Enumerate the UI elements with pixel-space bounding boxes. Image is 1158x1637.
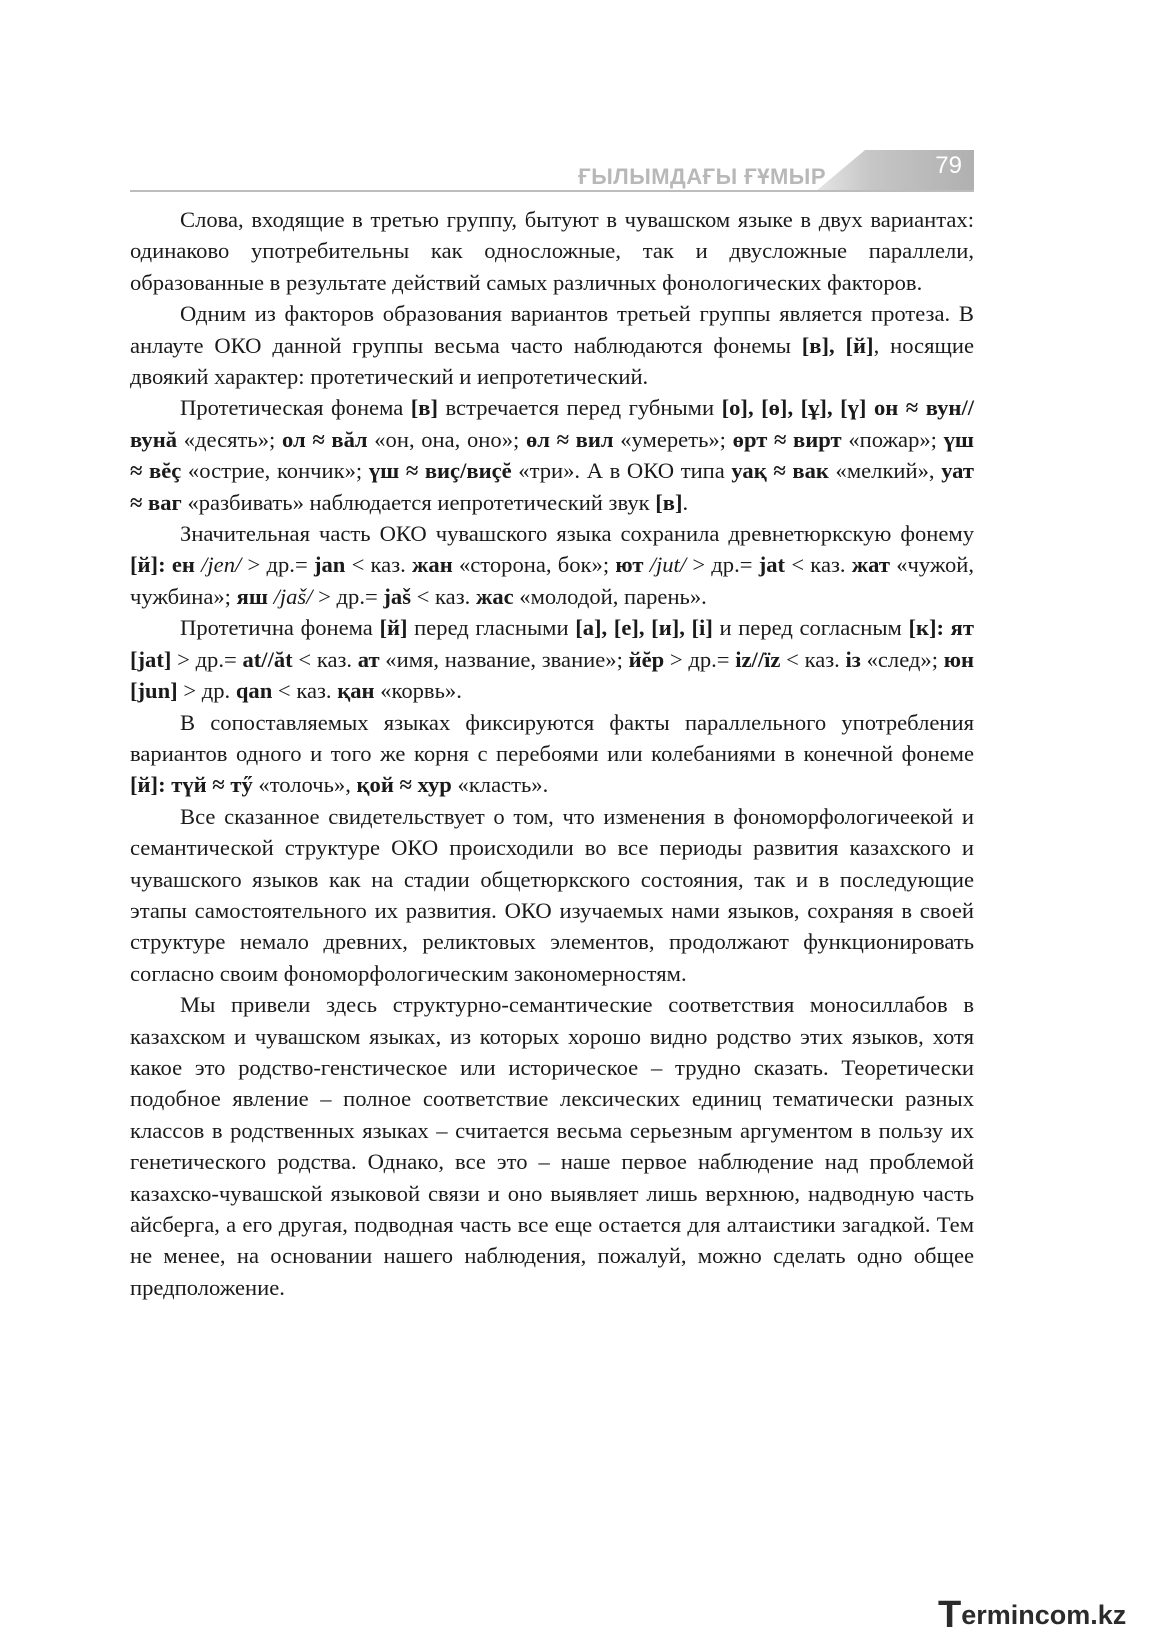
bold-term: үш ≈ виç/виçĕ bbox=[368, 458, 512, 484]
text-run: «сторона, бок»; bbox=[452, 552, 616, 578]
bold-term: жан bbox=[412, 552, 453, 578]
paragraph bbox=[130, 518, 974, 612]
transcription: /jut/ bbox=[649, 552, 687, 578]
text-run: «имя, название, звание»; bbox=[379, 646, 629, 672]
bold-term: өрт ≈ вирт bbox=[732, 426, 842, 452]
paragraph bbox=[130, 298, 974, 392]
text-run: < каз. bbox=[780, 646, 846, 672]
bold-term: жат bbox=[851, 552, 890, 578]
text-run: Мы привели здесь структурно-семантические соответствия моносиллабов в казахском и чувашском языках, из которых хорошо видно родство этих языков, хотя какое это родство-генстическое или историческое – трудно сказать. Теоретически подобное явление – полное соответствие лексических единиц тематически разных классов в родственных языках – считается весьма серьезным аргументом в пользу их генетического родства. Однако, все это – наше первое наблюдение над проблемой казахско-чувашской языковой связи и оно выявляет лишь верхнюю, надводную часть айсберга, а его другая, подводная часть все еще остается для алтаистики загадкой. Тем не менее, на основании нашего наблюдения, пожалуй, можно сделать одно общее предположение. bbox=[130, 992, 974, 1300]
transcription: /jen/ bbox=[201, 552, 242, 578]
text-run: перед гласными bbox=[407, 615, 576, 641]
bold-term: қан bbox=[337, 678, 375, 704]
text-run: Одним из факторов образования вариантов третьей группы является протеза. В анлауте ОКО данной группы весьма часто наблюдаются фонемы bbox=[130, 301, 974, 358]
bold-term: [к]: ят [jat] bbox=[130, 615, 974, 672]
text-run: «разбивать» наблюдается иепротетический звук bbox=[181, 489, 656, 515]
text-run: < каз. bbox=[785, 552, 852, 578]
paragraph bbox=[130, 989, 974, 1303]
transcription: /jaš/ bbox=[273, 583, 313, 609]
bold-term: [о], [ө], [ұ], [ү] он ≈ вун//вунă bbox=[130, 395, 974, 452]
bold-term: at//ăt bbox=[242, 646, 293, 672]
header-rule bbox=[130, 190, 974, 192]
text-run: «три». А в ОКО типа bbox=[511, 458, 732, 484]
bold-term: йĕр bbox=[628, 646, 665, 672]
text-run: «толочь», bbox=[252, 772, 357, 798]
text-run: В сопоставляемых языках фиксируются факты параллельного употребления вариантов одного и того же корня с перебоями или колебаниями в конечной фонеме bbox=[130, 709, 974, 766]
bold-term: қой ≈ хур bbox=[356, 772, 452, 798]
bold-term: юн [jun] bbox=[130, 646, 975, 704]
site-watermark bbox=[938, 1594, 1127, 1636]
text-run: > др. bbox=[177, 678, 236, 704]
text-run: < каз. bbox=[411, 583, 476, 609]
bold-term: [в], [й] bbox=[801, 332, 874, 358]
text-run: «он, она, оно»; bbox=[367, 426, 526, 452]
bold-term: уат ≈ ваг bbox=[130, 458, 974, 515]
bold-term: ат bbox=[357, 646, 380, 672]
bold-term: jat bbox=[758, 552, 786, 578]
page-number: 79 bbox=[935, 152, 962, 179]
bold-term: уақ ≈ вак bbox=[731, 458, 829, 484]
text-run: «чужой, чужбина»; bbox=[130, 552, 974, 609]
text-run: < каз. bbox=[345, 552, 413, 578]
main-text bbox=[130, 204, 974, 1303]
text-run: Все сказанное свидетельствует о том, что изменения в фономорфологичеекой и семантической структуре ОКО происходили во все периоды развития казахского и чувашского языков как на стадии общетюркского состояния, так и в последующие этапы самостоятельного их развития. ОКО изучаемых нами языков, сохраняя в своей структуре немало древних, реликтовых элементов, продолжают функционировать согласно своим фономорфологическим закономерностям. bbox=[130, 803, 974, 986]
paragraph bbox=[130, 204, 974, 298]
text-run: Слова, входящие в третью группу, бытуют в чувашском языке в двух вариантах: одинаково употребительны как односложные, так и двусложные параллели, образованные в результате действий самых различных фонологических факторов. bbox=[130, 207, 974, 295]
magnifier-icon: o bbox=[1049, 1600, 1067, 1630]
text-run: < каз. bbox=[272, 678, 338, 704]
bold-term: [й] bbox=[379, 615, 408, 641]
text-run: > др.= bbox=[312, 583, 384, 609]
text-run: «десять»; bbox=[177, 426, 282, 452]
text-run: > др.= bbox=[686, 552, 759, 578]
bold-term: із bbox=[845, 646, 861, 672]
bold-term: [в] bbox=[655, 489, 683, 515]
bold-term: [й]: ен bbox=[130, 552, 195, 578]
bold-term: жас bbox=[475, 583, 514, 609]
text-run: «след»; bbox=[860, 646, 944, 672]
watermark-letter-t: T bbox=[938, 1594, 962, 1636]
text-run: > др.= bbox=[241, 552, 314, 578]
text-run: > др.= bbox=[664, 646, 736, 672]
bold-term: [а], [е], [и], [і] bbox=[575, 615, 713, 641]
text-run: «корвь». bbox=[374, 678, 462, 704]
running-header bbox=[130, 146, 974, 192]
text-run: встречается перед губными bbox=[438, 395, 722, 421]
text-run: < каз. bbox=[292, 646, 358, 672]
text-run: «острие, кончик»; bbox=[181, 458, 369, 484]
text-run: > др.= bbox=[171, 646, 243, 672]
bold-term: qan bbox=[235, 678, 273, 704]
bold-term: [в] bbox=[410, 395, 439, 421]
paragraph bbox=[130, 801, 974, 989]
bold-term: [й]: түй ≈ тӳ bbox=[130, 772, 253, 798]
text-run: Значительная часть ОКО чувашского языка сохранила древнетюркскую фонему bbox=[180, 521, 974, 547]
watermark-text: erminc bbox=[961, 1600, 1050, 1630]
text-run: Протетическая фонема bbox=[180, 395, 411, 421]
text-run: «класть». bbox=[451, 772, 549, 798]
bold-term: jan bbox=[313, 552, 346, 578]
text-run: , носящие двоякий характер: протетический и иепротетический. bbox=[130, 332, 974, 390]
text-run: «мелкий», bbox=[828, 458, 942, 484]
text-run: . bbox=[682, 489, 689, 515]
bold-term: ол ≈ вăл bbox=[281, 426, 368, 452]
running-title: ҒЫЛЫМДАҒЫ ҒҰМЫР bbox=[578, 164, 826, 189]
bold-term: jaš bbox=[383, 583, 411, 609]
text-run: «умереть»; bbox=[613, 426, 733, 452]
text-run: Протетична фонема bbox=[180, 615, 380, 641]
text-run: «пожар»; bbox=[841, 426, 944, 452]
bold-term: өл ≈ вил bbox=[525, 426, 614, 452]
bold-term: iz//ïz bbox=[735, 646, 781, 672]
paragraph bbox=[130, 707, 974, 801]
bold-term: яш bbox=[236, 583, 268, 609]
paragraph bbox=[130, 392, 974, 518]
bold-term: ют bbox=[615, 552, 644, 578]
text-run: и перед согласным bbox=[712, 615, 909, 641]
text-run: «молодой, парень». bbox=[513, 583, 707, 609]
bold-term: үш ≈ вĕç bbox=[130, 426, 974, 484]
watermark-domain: m.kz bbox=[1066, 1600, 1127, 1630]
paragraph bbox=[130, 612, 974, 706]
